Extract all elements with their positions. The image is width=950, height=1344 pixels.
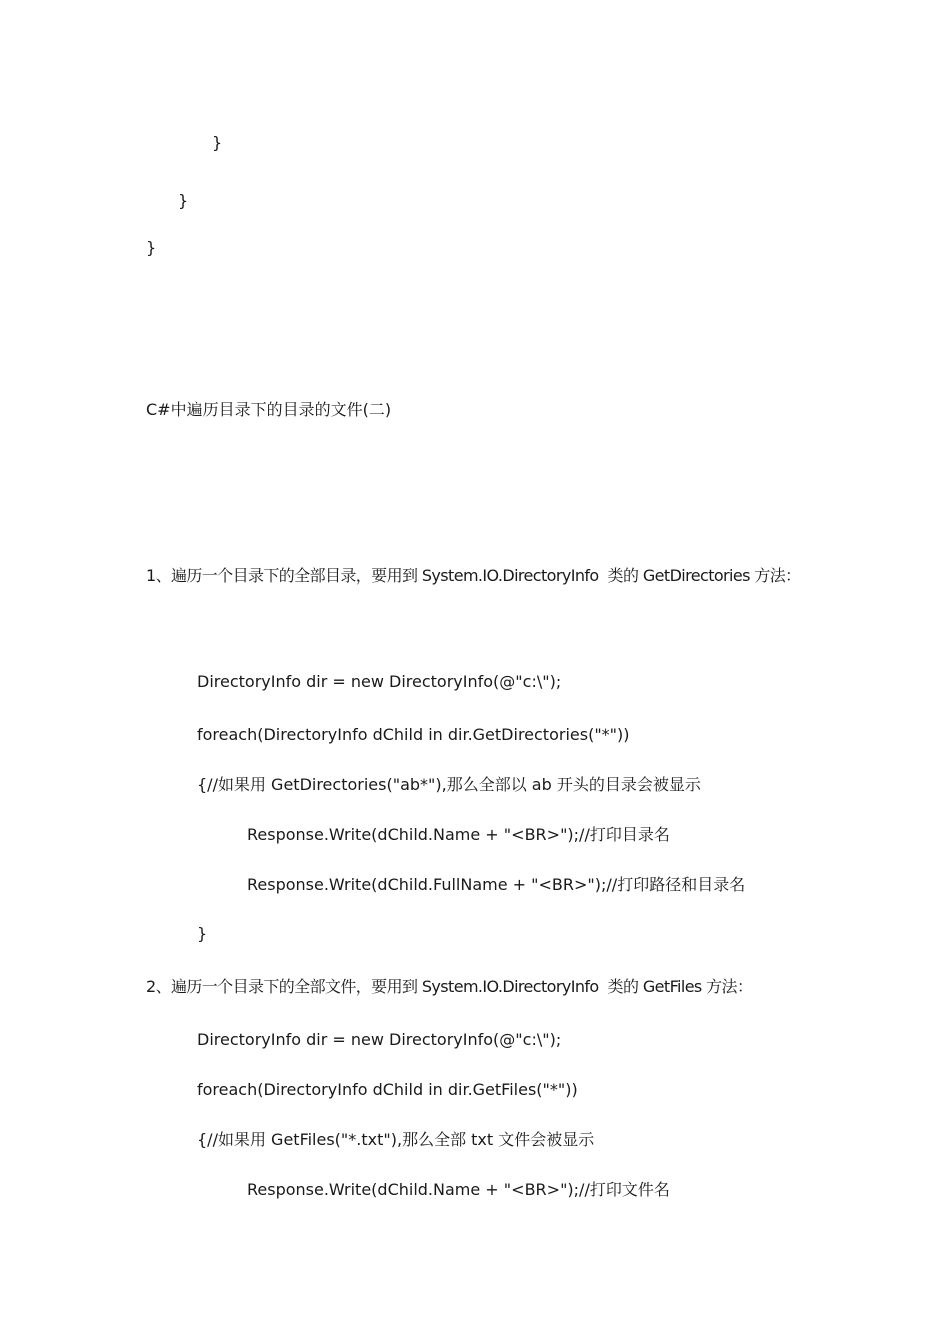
code-closing-brace: }: [178, 191, 189, 210]
step-1-heading: 1、遍历一个目录下的全部目录，要用到 System.IO.DirectoryInfo 类的 GetDirectories 方法：: [146, 566, 801, 585]
code-line: Response.Write(dChild.Name + "<BR>");//打印文件名: [247, 1180, 670, 1199]
code-line: Response.Write(dChild.FullName + "<BR>");//打印路径和目录名: [247, 875, 746, 894]
code-line: foreach(DirectoryInfo dChild in dir.GetFiles("*")): [197, 1080, 578, 1099]
code-line: foreach(DirectoryInfo dChild in dir.GetDirectories("*")): [197, 725, 630, 744]
code-line: DirectoryInfo dir = new DirectoryInfo(@"c:\");: [197, 1030, 562, 1049]
section-title: C#中遍历目录下的目录的文件(二): [146, 400, 392, 419]
code-closing-brace: }: [146, 238, 157, 257]
code-line: DirectoryInfo dir = new DirectoryInfo(@"c:\");: [197, 672, 562, 691]
step-2-heading: 2、遍历一个目录下的全部文件，要用到 System.IO.DirectoryInfo 类的 GetFiles 方法：: [146, 977, 753, 996]
code-comment-line: {//如果用 GetDirectories("ab*"),那么全部以 ab 开头的目录会被显示: [197, 775, 701, 794]
code-comment-line: {//如果用 GetFiles("*.txt"),那么全部 txt 文件会被显示: [197, 1130, 595, 1149]
code-closing-brace: }: [197, 924, 208, 943]
code-closing-brace: }: [212, 133, 223, 152]
code-line: Response.Write(dChild.Name + "<BR>");//打印目录名: [247, 825, 670, 844]
